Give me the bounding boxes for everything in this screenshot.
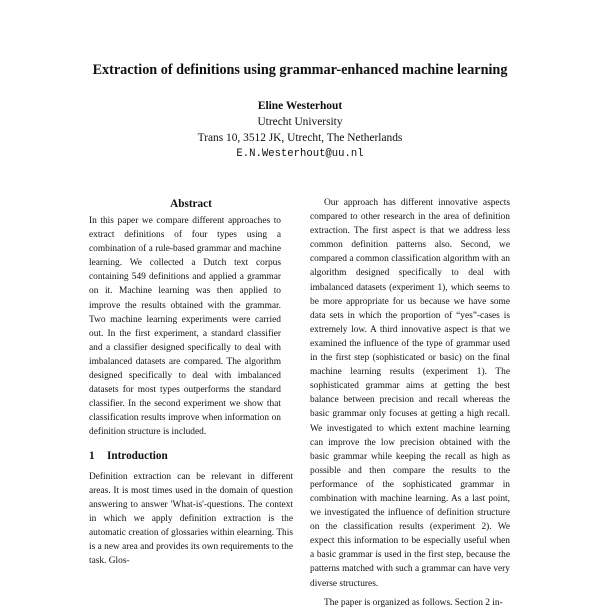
section-heading-introduction <box>89 448 293 464</box>
introduction-text: Definition extraction can be relevant in different areas. It is most times used in the domain of question answering to answer 'What-is'-questions. The context in which we apply definition extraction is the automatic creation of glossaries within elearning. This is a new area and provides its own requirements to the task. Glos- <box>89 471 293 567</box>
paper-title: Extraction of definitions using grammar-enhanced machine learning <box>92 62 508 78</box>
left-column <box>89 196 293 568</box>
author-affiliation: Utrecht University <box>257 116 343 128</box>
author-block <box>0 98 600 162</box>
author-email[interactable]: E.N.Westerhout@uu.nl <box>236 148 364 160</box>
author-name: Eline Westerhout <box>257 100 343 112</box>
section-title: Introduction <box>107 449 168 462</box>
right-column <box>310 196 510 610</box>
organization-paragraph: The paper is organized as follows. Section 2 in- <box>324 597 503 608</box>
abstract-heading: Abstract <box>170 198 212 210</box>
abstract-text: In this paper we compare different approaches to extract definitions of four types using a combination of a rule-based grammar and machine learning. We collected a Dutch text corpus containing 549 definitions and applied a grammar on it. Machine learning was then applied to improve the results obtained with the grammar. Two machine learning experiments were carried out. In the first experiment, a standard classifier and a classifier designed specifically to deal with imbalanced datasets are compared. The algorithm designed specifically to deal with imbalanced datasets for most types outperforms the standard classifier. In the second experiment we show that classification results improve when information on definition structure is included. <box>89 216 281 438</box>
approach-paragraph: Our approach has different innovative aspects compared to other research in the area of definition extraction. The first aspect is that we address less common definition patterns also. Second, we compared a common classification algorithm with an algorithm designed specifically to deal with imbalanced datasets (experiment 1), which seems to be more appropriate for us because we have some data sets in which the proportion of “yes”-cases is extremely low. A third innovative aspect is that we examined the influence of the type of grammar used in the first step (sophisticated or basic) on the final machine learning results (experiment 1). The sophisticated grammar aims at getting the best balance between precision and recall whereas the basic grammar only focuses at getting a high recall. We investigated to which extent machine learning can improve the low precision obtained with the basic grammar while keeping the recall as high as possible and then compare the results to the performance of the sophisticated grammar in combination with machine learning. As a last point, we investigated the influence of definition structure on the classification results (experiment 2). We expect this information to be especially useful when a basic grammar is used in the first step, because the patterns matched with such a grammar can have very diverse structures. <box>310 198 510 589</box>
section-number: 1 <box>89 449 95 462</box>
author-address: Trans 10, 3512 JK, Utrecht, The Netherlands <box>197 132 403 144</box>
